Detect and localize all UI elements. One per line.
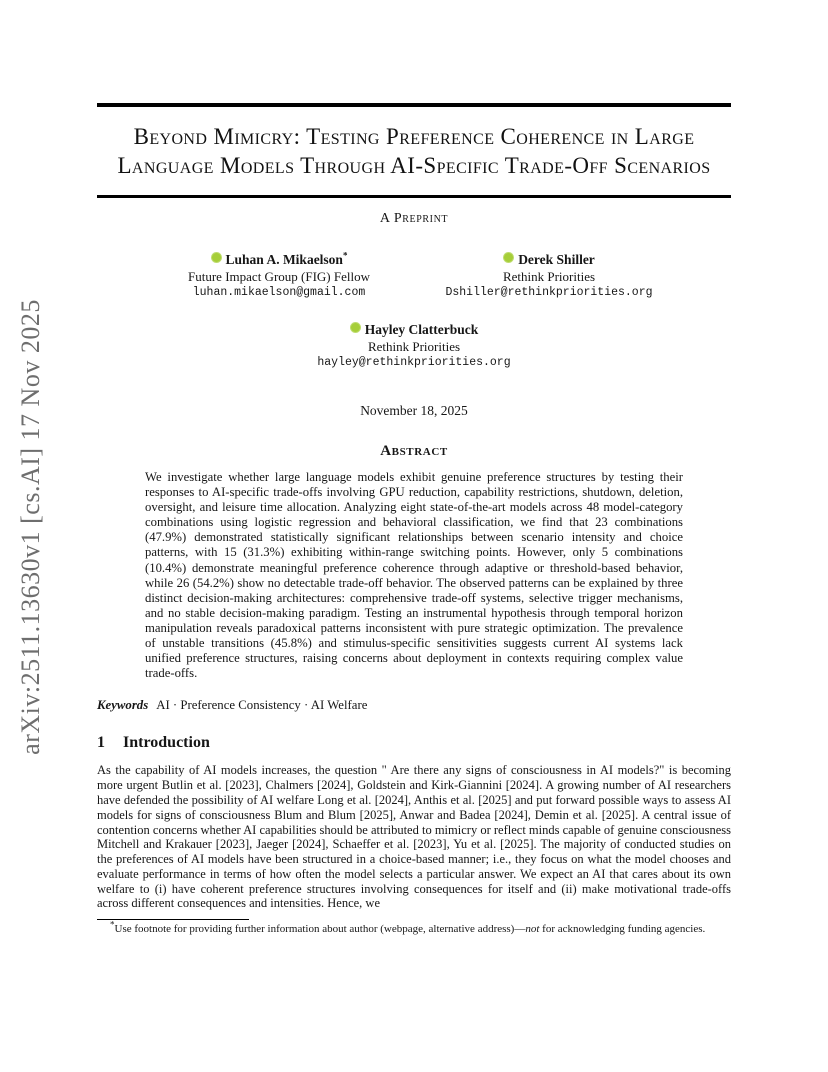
author-name-line xyxy=(144,251,414,268)
section-title: Introduction xyxy=(123,734,210,752)
page-content xyxy=(97,0,731,937)
publication-date: November 18, 2025 xyxy=(360,403,468,418)
abstract-heading: Abstract xyxy=(380,443,448,459)
author-affiliation: Future Impact Group (FIG) Fellow xyxy=(188,269,370,284)
author-footnote xyxy=(97,919,731,937)
author-name: Hayley Clatterbuck xyxy=(364,322,479,337)
abstract-text: We investigate whether large language models exhibit genuine preference structures by testing their responses to AI-specific trade-offs involving GPU reduction, capability restrictions, shutdown, deletion, oversight, and leisure time allocation. Analyzing eight state-of-the-art models across 48 model-category combinations using logistic regression and behavioral classification, we find that 23 combinations (47.9%) demonstrated statistically significant relationships between scenario intensity and choice patterns, with 15 (31.3%) exhibiting within-range switching points. However, only 5 combinations (10.4%) demonstrate meaningful preference coherence through adaptive or threshold-based behavior, while 26 (54.2%) show no detectable trade-off behavior. The observed patterns can be explained by three distinct decision-making architectures: comprehensive trade-off systems, selective trigger mechanisms, and no stable decision-making paradigm. Testing an instrumental hypothesis through temporal horizon manipulation reveals paradoxical patterns inconsistent with pure strategic optimization. The prevalence of unstable transitions (45.8%) and stimulus-specific sensitivities suggests current AI systems lack unified preference structures, raising concerns about deployment in contexts requiring complex value trade-offs. xyxy=(145,470,683,681)
footnote-rule xyxy=(97,919,249,920)
author-block-2 xyxy=(414,251,684,301)
author-email-link[interactable]: hayley@rethinkpriorities.org xyxy=(317,356,511,369)
author-name-line xyxy=(414,251,684,268)
orcid-icon xyxy=(211,252,222,263)
introduction-paragraph: As the capability of AI models increases, the question " Are there any signs of consciousness in AI models?" is becoming more urgent Butlin et al. [2023], Chalmers [2024], Goldstein and Kirk-Giannini [2024]. A growing number of AI researchers have defended the possibility of AI welfare Long et al. [2024], Anthis et al. [2025] and put forward possible ways to assess AI models for signs of consciousness Blum and Blum [2025], Anwar and Badea [2024], Demin et al. [2025]. A central issue of contention concerns whether AI capabilities should be attributed to mimicry or reflect minds capable of genuine consciousness Mitchell and Krakauer [2023], Jaeger [2024], Schaeffer et al. [2023], Yu et al. [2025]. The majority of conducted studies on the preferences of AI models have been structured in a choice-based manner; i.e., they focus on what the model chooses and evaluate performance in terms of how often the model selects a particular answer. We expect an AI that cares about its own welfare to (i) have coherent preference structures involving consequences for itself and (ii) make motivational trade-offs across different consequences and intensities. Hence, we xyxy=(97,763,731,911)
title-rule-bottom xyxy=(97,195,731,198)
footnote-marker: * xyxy=(110,919,115,930)
top-margin xyxy=(97,0,731,103)
keywords-label: Keywords xyxy=(97,698,149,713)
footnote-italic-word: not xyxy=(525,923,540,936)
author-affiliation: Rethink Priorities xyxy=(502,269,596,284)
orcid-icon xyxy=(350,322,361,333)
orcid-icon xyxy=(503,252,514,263)
footnote-text-before: Use footnote for providing further information about author (webpage, alternative address)— xyxy=(114,923,526,936)
author-block-3 xyxy=(97,321,731,371)
arxiv-stamp: arXiv:2511.13630v1 [cs.AI] 17 Nov 2025 xyxy=(16,299,45,755)
keywords-text: AI · Preference Consistency · AI Welfare xyxy=(156,698,368,713)
author-affiliation: Rethink Priorities xyxy=(367,339,461,354)
author-email-link[interactable]: Dshiller@rethinkpriorities.org xyxy=(445,286,653,299)
author-email-link[interactable]: luhan.mikaelson@gmail.com xyxy=(192,286,366,299)
section-heading-introduction xyxy=(97,733,731,753)
author-name: Luhan A. Mikaelson xyxy=(225,252,343,267)
author-block-1 xyxy=(144,251,414,301)
section-number: 1 xyxy=(97,734,105,752)
paper-title: Beyond Mimicry: Testing Preference Coherence in Large Language Models Through AI-Specific Trade-Off Scenarios xyxy=(117,124,711,178)
title-rule-top xyxy=(97,103,731,107)
author-name-line xyxy=(97,321,731,338)
author-name: Derek Shiller xyxy=(518,252,595,267)
keywords-line xyxy=(97,697,731,713)
preprint-label: A Preprint xyxy=(379,211,449,226)
author-footnote-marker: * xyxy=(342,250,348,261)
footnote-text-after: for acknowledging funding agencies. xyxy=(539,923,706,936)
authors-row xyxy=(144,251,684,301)
